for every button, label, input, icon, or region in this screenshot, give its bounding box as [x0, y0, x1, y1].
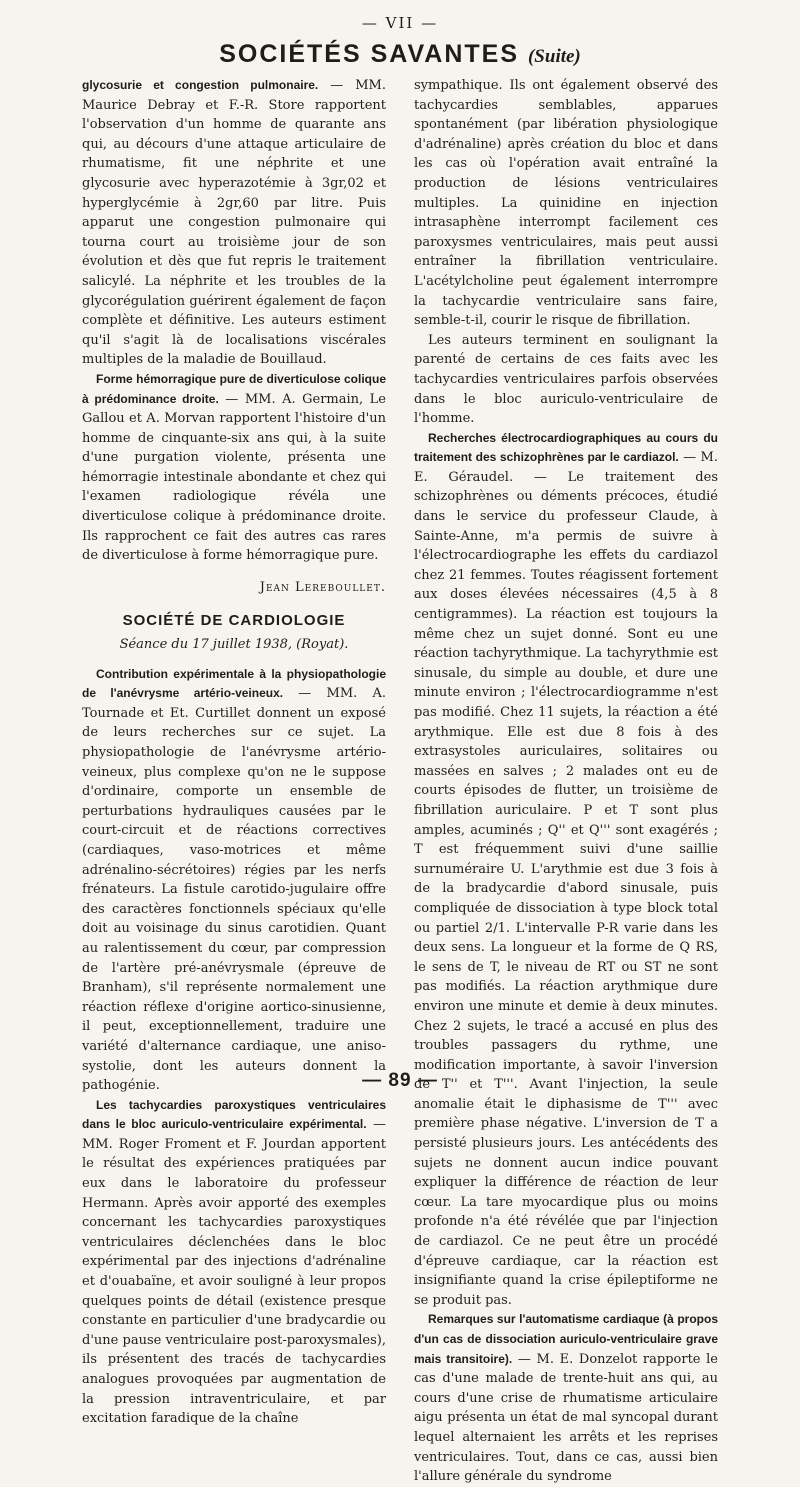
- roman-folio: — VII —: [361, 14, 439, 32]
- article-diverticulose: [82, 370, 386, 566]
- article-body: sympathique. Ils ont également observé des tachycardies semblables, apparues spontanément (par libération physiologique d'adrénaline) après création du bloc et dans les cas où l'opération avait entraîné la production de lésions ventriculaires multiples. La quinidine en injection intrasaphène interrompt facilement ces paroxysmes ventriculaires, mais peut aussi entraîner la fibrillation ventriculaire. L'acétylcholine peut également interrompre la tachycardie ventriculaire sans faire, semble-t-il, courir le risque de fibrillation.: [414, 78, 718, 329]
- article-cardiazol: [414, 429, 718, 1311]
- article-body: — MM. A. Tournade et Et. Curtillet donnent un exposé de leurs recherches sur ce sujet. La physiopathologie de l'anévrysme artério-veineux, plus complexe qu'on ne le suppose d'ordinaire, comporte un ensemble de perturbations hydrauliques causées par le court-circuit et de réactions correctives (cardiaques, vaso-motrices et même adrénalino-sécrétoires) régies par les nerfs frénateurs. La fistule carotido-jugulaire offre des caractères fonctionnels spéciaux qu'elle doit au voisinage du sinus carotidien. Quant au ralentissement du cœur, par compression de l'artère pré-anévrysmale (épreuve de Branham), s'il représente normalement une réaction réflexe d'origine aortico-sinusienne, il peut, exceptionnellement, traduire une variété d'alternance cardiaque, une aniso-systolie, dont les auteurs donnent la pathogénie.: [82, 686, 386, 1094]
- article-anevrysme: [82, 665, 386, 1096]
- article-heading: Recherches électrocardiographiques au cours du traitement des schizophrènes par le cardiazol.: [414, 430, 718, 465]
- article-body: — M. E. Donzelot rapporte le cas d'une malade de trente-huit ans qui, au cours d'une crise de rhumatisme articulaire aigu présenta un état de mal syncopal durant lequel alternaient les arrêts et les reprises ventriculaires. Tout, dans ce cas, aussi bien l'allure générale du syndrome: [414, 1351, 718, 1485]
- running-header: [0, 40, 800, 69]
- article-automatisme: [414, 1310, 718, 1486]
- article-body: — MM. A. Germain, Le Gallou et A. Morvan rapportent l'histoire d'un homme de cinquante-six ans qui, à la suite d'une purgation violente, présenta une hémorragie intestinale abondante et chez qui l'examen radiologique révéla une diverticulose colique à prédominance droite. Ils rapprochent ce fait des autres cas rares de diverticulose à forme hémorragique pure.: [82, 391, 387, 564]
- article-body: — M. E. Géraudel. — Le traitement des schizophrènes ou déments précoces, étudié dans le service du professeur Claude, à Sainte-Anne, m'a permis de suivre à l'électrocardiographe les effets du cardiazol chez 21 femmes. Toutes réagissent fortement aux doses élevées nécessaires (4,5 à 8 centigrammes). La réaction est toujours la même chez un sujet donné. Sont eu une réaction tachyrythmique. La tachyrythmie est sinusale, du simple au double, et dure une minute environ ; l'électrocardiogramme n'est pas modifié. Chez 11 sujets, la réaction a été arythmique. Elle est due 8 fois à des extrasystoles auriculaires, solitaires ou massées en salves ; 2 malades ont eu de courts épisodes de flutter, un troisième de fibrillation auriculaire. P et T sont plus amples, acuminés ; Q'' et Q''' sont exagérés ; T est fréquemment suivi d'une saillie surnuméraire U. L'arythmie est due 3 fois à de la bradycardie d'abord sinusale, puis compliquée de dissociation à type block total ou partiel 2/1. L'intervalle P-R varie dans les deux sens. La longueur et la forme de Q RS, le sens de T, le niveau de RT ou ST ne sont pas modifiés. La réaction arythmique dure environ une minute et demie à deux minutes. Chez 2 sujets, le tracé a accusé en plus des troubles passagers du rythme, une modification importante, à savoir l'inversion de T'' et T'''. Avant l'injection, la seule anomalie était le diphasisme de T''' avec première phase négative. L'inversion de T a persisté plusieurs jours. Les antécédents des sujets ne donnent aucun indice pouvant expliquer la différence de réaction de leur cœur. La tare myocardique plus ou moins profonde n'a été révélée que par l'injection de cardiazol. Ce ne peut être un procédé d'épreuve cardiaque, car la réaction est insignifiante quand la crise épileptiforme ne se produit pas.: [414, 450, 718, 1308]
- article-body: Les auteurs terminent en soulignant la parenté de certains de ces faits avec les tachycardies ventriculaires parfois observées dans le bloc auriculo-ventriculaire de l'homme.: [414, 332, 718, 427]
- right-column: [414, 76, 718, 1487]
- article-conclusion: [414, 331, 718, 429]
- article-heading: Contribution expérimentale à la physiopathologie de l'anévrysme artério-veineux.: [82, 666, 386, 701]
- page-number: — 89 —: [362, 1070, 438, 1091]
- article-continuation: [414, 76, 718, 331]
- article-glycosurie: [82, 76, 386, 370]
- article-body: — MM. Roger Froment et F. Jourdan apportent le résultat des expériences pratiquées par eux dans le laboratoire du professeur Hermann. Après avoir apporté des exemples concernant les tachycardies paroxystiques ventriculaires déclenchées dans le bloc expérimental par des injections d'adrénaline et d'ouabaïne, et avoir souligné à leur propos quelques points de détail (existence presque constante en particulier d'une bradycardie ou d'une pause ventriculaire post-paroxysmales), ils présentent des tracés de tachycardies analogues provoquées par augmentation de la pression intraventriculaire, et par excitation faradique de la chaîne: [82, 1117, 386, 1427]
- header-title: SOCIÉTÉS SAVANTES: [219, 40, 520, 68]
- session-date: Séance du 17 juillet 1938, (Royat).: [119, 637, 349, 653]
- author-signature: Jean Lereboullet.: [259, 579, 386, 595]
- article-body: — MM. Maurice Debray et F.-R. Store rapportent l'observation d'un homme de quarante ans qui, au décours d'une attaque articulaire de rhumatisme, fit une néphrite et une glycosurie avec hyperazotémie à 3gr,02 et hyperglycémie à 2gr,60 par litre. Puis apparut une congestion pulmonaire qui tourna court au troisième jour de son évolution et dès que fut repris le traitement salicylé. La néphrite et les troubles de la glycorégulation guérirent également de façon complète et définitive. Les auteurs estiment qu'il s'agit là de localisations viscérales multiples de la maladie de Bouillaud.: [82, 78, 386, 368]
- article-heading: Remarques sur l'automatisme cardiaque (à propos d'un cas de dissociation auriculo-ventriculaire grave mais transitoire).: [414, 1312, 718, 1366]
- left-column: [82, 76, 386, 1429]
- article-heading: Les tachycardies paroxystiques ventriculaires dans le bloc auriculo-ventriculaire expérimental.: [82, 1097, 386, 1132]
- header-suite: (Suite): [527, 46, 581, 67]
- article-heading: glycosurie et congestion pulmonaire.: [82, 78, 319, 92]
- section-title: SOCIÉTÉ DE CARDIOLOGIE: [122, 612, 346, 630]
- article-heading: Forme hémorragique pure de diverticulose colique à prédominance droite.: [82, 371, 386, 406]
